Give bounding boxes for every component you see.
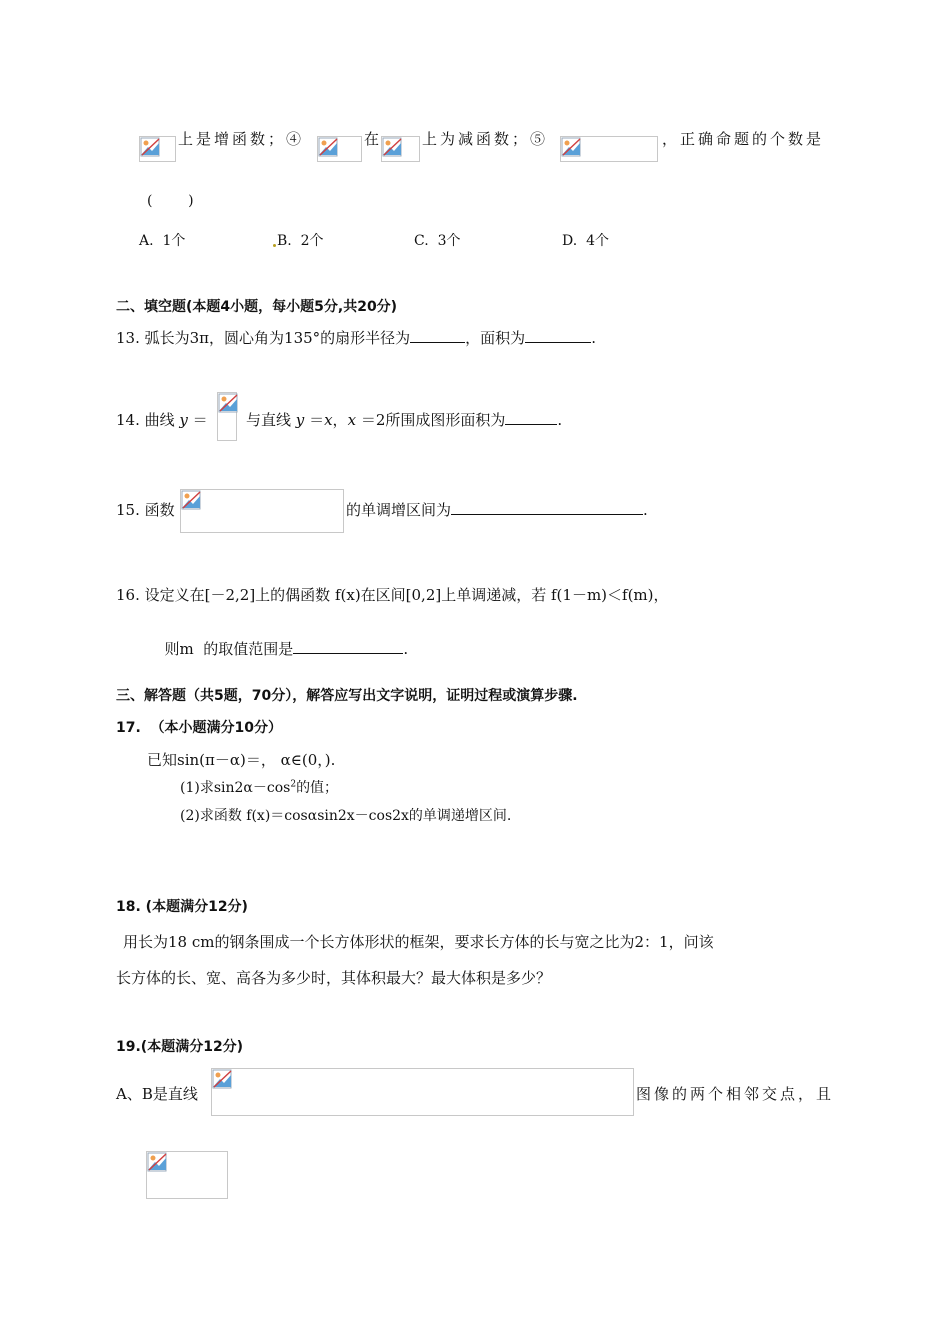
broken-image-icon — [318, 137, 338, 157]
option-b: B. 2个 — [272, 230, 324, 250]
question-14: 14. 曲线 y ＝ — [116, 411, 208, 429]
question-16: 16. 设定义在[－2,2]上的偶函数 f(x)在区间[0,2]上单调递减，若 f(1－m)＜f(m)， — [116, 586, 669, 604]
question-text: ，正确命题的个数是 — [662, 130, 825, 148]
option-d: D. 4个 — [562, 233, 609, 249]
option-a: A. 1个 — [139, 233, 186, 249]
question-17-part1: (1)求$\sin 2\alpha-\cos^2$的值； — [180, 779, 339, 796]
formula-image — [317, 136, 362, 162]
question-16-line2: 则m 的取值范围是 . — [164, 640, 409, 658]
formula-image — [211, 1068, 634, 1116]
question-14-cont: 与直线 y ＝x，x ＝2所围成图形面积为 . — [246, 411, 563, 429]
section-heading: 三、解答题（共5题，70分），解答应写出文字说明，证明过程或演算步骤. — [116, 688, 578, 704]
broken-image-icon — [218, 393, 238, 413]
question-13: 13. 弧长为3π，圆心角为135°的扇形半径为 ，面积为 . — [116, 329, 596, 347]
formula-image — [180, 489, 344, 533]
answer-paren: ( ) — [147, 193, 194, 209]
broken-image-icon — [140, 137, 160, 157]
question-15-cont: 的单调增区间为 . — [346, 501, 648, 519]
broken-image-icon — [147, 1152, 167, 1172]
formula-image — [381, 136, 420, 162]
formula-image — [560, 136, 658, 162]
question-17-part2: (2)求函数 f(x)＝cosαsin2x－cos2x的单调递增区间. — [180, 808, 512, 824]
broken-image-icon — [212, 1069, 232, 1089]
question-17-title: 17. （本小题满分10分） — [116, 720, 283, 736]
broken-image-icon — [382, 137, 402, 157]
formula-image — [146, 1151, 228, 1199]
question-text: 在 — [364, 130, 380, 148]
question-19-text-cont: 图像的两个相邻交点，且 — [636, 1085, 835, 1103]
formula-image — [139, 136, 176, 162]
question-18-line2: 长方体的长、宽、高各为多少时，其体积最大？最大体积是多少？ — [116, 969, 552, 987]
question-19-title: 19.(本题满分12分) — [116, 1039, 244, 1055]
question-18-title: 18. (本题满分12分) — [116, 899, 248, 915]
broken-image-icon — [561, 137, 581, 157]
formula-image — [217, 392, 237, 441]
section-heading: 二、填空题(本题4小题，每小题5分,共20分) — [116, 299, 398, 315]
question-17-given: 已知sin(π－α)＝， α∈(0，). — [147, 751, 336, 769]
question-text: 上为减函数；⑤ — [422, 130, 549, 148]
broken-image-icon — [181, 490, 201, 510]
option-c: C. 3个 — [414, 233, 461, 249]
question-15: 15. 函数 — [116, 501, 175, 519]
question-19-text: A、B是直线 — [116, 1085, 198, 1103]
question-text: 上是增函数；④ — [178, 130, 305, 148]
question-18-line1: 用长为18 cm的钢条围成一个长方体形状的框架，要求长方体的长与宽之比为2：1，问该 — [123, 933, 714, 951]
